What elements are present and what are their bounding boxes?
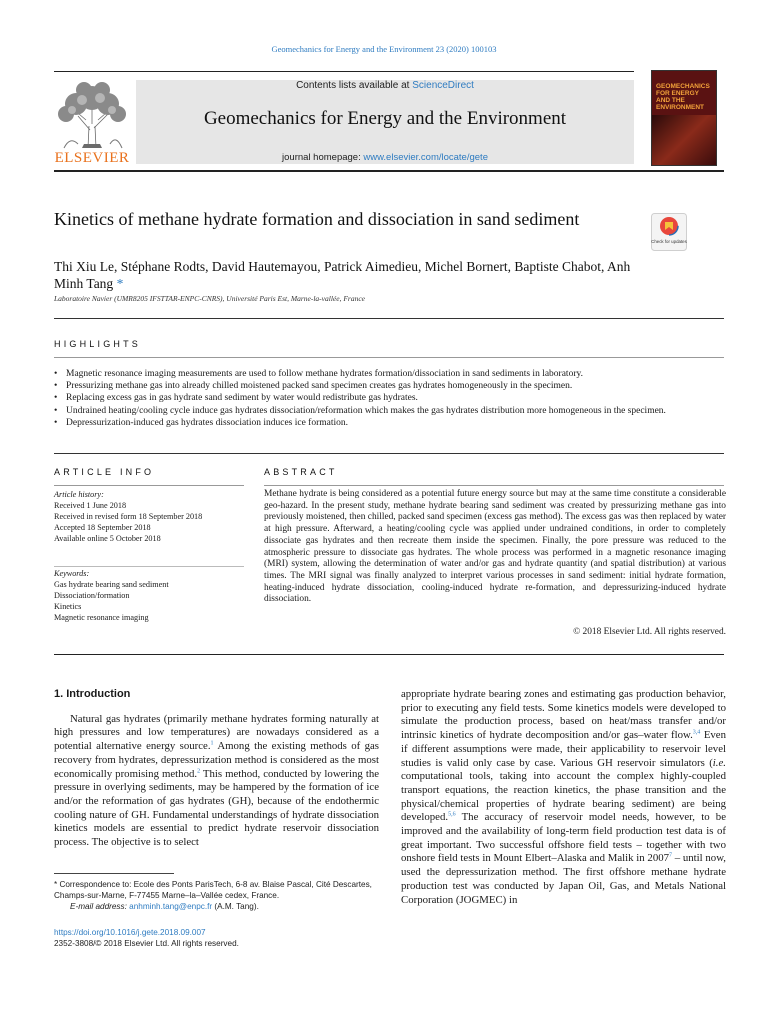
citation-ref[interactable]: 1 xyxy=(210,740,214,747)
intro-text-a: Natural gas hydrates (primarily methane hydrates forming naturally at high pressures and low temperatures) are nowadays considered as a potential alternative energy source. xyxy=(54,712,379,753)
homepage-prefix: journal homepage: xyxy=(282,152,364,163)
highlight-item: • Undrained heating/cooling cycle induce gas hydrates dissociation/reformation which makes the gas hydrates distribution more homogeneous in the specimen. xyxy=(54,405,730,417)
highlights-rule xyxy=(54,357,724,358)
correspondence-text: Correspondence to: Ecole des Ponts ParisTech, 6-8 av. Blaise Pascal, Cité Descartes, Champs-sur-Marne, F-77455 Marne–la–Vallée cedex, France. xyxy=(54,880,372,900)
abstract-copyright: © 2018 Elsevier Ltd. All rights reserved. xyxy=(573,627,726,637)
running-header[interactable]: Geomechanics for Energy and the Environment 23 (2020) 100103 xyxy=(271,44,497,54)
homepage-link[interactable]: www.elsevier.com/locate/gete xyxy=(363,152,488,163)
highlight-item: • Magnetic resonance imaging measurements are used to follow methane hydrates formation/dissociation in sand sediments in laboratory. xyxy=(54,368,730,380)
keyword-item: Kinetics xyxy=(54,602,82,611)
online-date: Available online 5 October 2018 xyxy=(54,534,161,543)
authors-names: Thi Xiu Le, Stéphane Rodts, David Hautemayou, Patrick Aimedieu, Michel Bornert, Baptiste Chabot, Anh Minh Tang xyxy=(54,259,631,291)
body-left-column xyxy=(54,688,379,850)
correspondence-footnote xyxy=(54,880,379,912)
article-title: Kinetics of methane hydrate formation and dissociation in sand sediment xyxy=(54,209,580,229)
highlights-list xyxy=(54,368,730,429)
doi-link[interactable]: https://doi.org/10.1016/j.gete.2018.09.007 xyxy=(54,928,206,937)
keyword-item: Dissociation/formation xyxy=(54,591,130,600)
highlights-heading: HIGHLIGHTS xyxy=(54,339,142,349)
issn-line: 2352-3808/© 2018 Elsevier Ltd. All rights reserved. xyxy=(54,939,239,948)
article-info-heading: ARTICLE INFO xyxy=(54,467,155,477)
article-history xyxy=(54,489,244,544)
body-right-column xyxy=(401,688,726,907)
cover-title: GEOMECHANICS FOR ENERGY AND THE ENVIRONMENT xyxy=(656,83,710,111)
abstract-heading: ABSTRACT xyxy=(264,467,338,477)
abstract-text: Methane hydrate is being considered as a potential future energy source but may at the same time constitute a considerable geo-hazard. In the present study, methane hydrate bearing sand sediment was created by pressurizing methane gas into previously moistened, then chilled, packed sand specimen (excess gas method). The excess gas was then replaced by water at high pressure. Afterward, a heating/cooling cycle was applied under undrained conditions, in order to completely dissociate gas hydrates and then recreate them inside the specimen. Finally, the pore pressure was reduced to the atmospheric pressure to dissociate gas hydrates. The whole process was performed in a magnetic resonance imaging (MRI) system, allowing the determination of water and/or gas and hydrate quantity (and spatial distribution) at various times. The MRI signal was finally analyzed to interpret various processes in sand sediment: initial hydrate formation, heating-induced hydrate dissociation, cooling-induced hydrate re-formation, and depressurizing-induced hydrate dissociation. xyxy=(264,489,726,605)
abstract-rule xyxy=(264,485,724,486)
highlight-item: • Replacing excess gas in gas hydrate sand sediment by water would redistribute gas hydrates. xyxy=(54,392,730,404)
masthead-rule xyxy=(54,170,724,172)
correspondence-line xyxy=(54,880,379,902)
email-suffix: (A.M. Tang). xyxy=(212,901,259,911)
ie-abbrev: i.e. xyxy=(712,756,726,769)
citation-ref[interactable]: 7 xyxy=(669,852,673,859)
email-link[interactable]: anhminh.tang@enpc.fr xyxy=(129,901,213,911)
citation-ref[interactable]: 3,4 xyxy=(692,729,701,736)
homepage-line xyxy=(136,152,634,163)
history-label: Article history: xyxy=(54,490,104,499)
right-text-e: – until now, used the depressurization method. The first offshore methane hydrate production test was conducted by Japan Oil, Gas, and Metals National Corporation (JOGMEC) in xyxy=(401,852,726,906)
right-text-c: computational tools, taking into account the complex highly-coupled transport equations, the reaction kinetics, the phase transition and the physical/chemical properties of hydrate bearing sediment) are being developed. xyxy=(401,770,726,824)
check-for-updates-icon[interactable] xyxy=(651,213,687,251)
intro-text-b: Among the existing methods of gas recovery from hydrates, depressurization method is considered as the most economically promising method. xyxy=(54,740,379,780)
citation-ref[interactable]: 5,6 xyxy=(448,811,456,818)
keywords-block xyxy=(54,568,244,623)
highlight-item: • Pressurizing methane gas into already chilled moistened packed sand specimen creates gas hydrates homogeneously in the specimen. xyxy=(54,380,730,392)
citation-ref[interactable]: 2 xyxy=(197,767,201,774)
intro-paragraph-continued xyxy=(401,688,726,907)
check-badge-text: Check for updates xyxy=(651,239,687,244)
journal-cover-image xyxy=(651,70,717,166)
right-text-d: The accuracy of reservoir model needs, however, to be improved and the availability of long-term field production test data is of great important. Two successful offshore field tests – together with two onshore field tests in Mount Elbert–Alaska and Malik in 2007 xyxy=(401,811,726,865)
contents-line xyxy=(136,80,634,91)
journal-title: Geomechanics for Energy and the Environment xyxy=(203,108,567,129)
revised-date: Received in revised form 18 September 2018 xyxy=(54,512,203,521)
section-heading-introduction: 1. Introduction xyxy=(54,688,131,700)
highlights-bottom-rule xyxy=(54,453,724,454)
publisher-wordmark: ELSEVIER xyxy=(54,150,130,166)
keywords-label: Keywords: xyxy=(54,569,90,578)
email-line xyxy=(54,902,379,913)
affiliation: Laboratoire Navier (UMR8205 IFSTTAR-ENPC-CNRS), Université Paris Est, Marne-la-vallée, France xyxy=(54,294,365,303)
intro-text-c: This method, conducted by lowering the pressure in overlying sediments, may be hampered by the formation of ice and/or the reformation of gas hydrates (GH), because of the endothermic cooling nature of GH. Fundamental understandings of hydrate dissociation kinetics models are essential to predict hydrate reservoir dissociation process. The objective is to select xyxy=(54,767,380,849)
header-rule xyxy=(54,71,634,72)
front-matter-rule xyxy=(54,654,724,655)
footnote-rule xyxy=(54,873,174,874)
title-rule xyxy=(54,318,724,319)
doi-block xyxy=(54,927,379,949)
keyword-item: Gas hydrate bearing sand sediment xyxy=(54,580,169,589)
sciencedirect-link[interactable]: ScienceDirect xyxy=(412,80,474,91)
journal-masthead xyxy=(136,80,634,164)
contents-prefix: Contents lists available at xyxy=(296,80,413,91)
right-text-a: appropriate hydrate bearing zones and estimating gas production behavior, prior to executing any field tests. Some kinetics models were developed to simulate the production process, based on heat/mass transfer and/or intrinsic kinetics of hydrate decomposition and/or gas–water flow. xyxy=(401,688,726,742)
email-label: E-mail address: xyxy=(70,901,130,911)
footnote-mark: * xyxy=(54,880,58,889)
received-date: Received 1 June 2018 xyxy=(54,501,127,510)
author-list xyxy=(54,258,634,292)
corresponding-author-mark[interactable]: * xyxy=(116,276,124,291)
keywords-rule xyxy=(54,566,244,567)
right-text-b: Even if different assumptions were made, their applicability to reservoir level studies is valid only case by case. Various GH reservoir simulators ( xyxy=(401,729,726,769)
intro-paragraph xyxy=(54,713,379,850)
keyword-item: Magnetic resonance imaging xyxy=(54,613,149,622)
cover-artwork xyxy=(652,115,716,165)
highlight-item: • Depressurization-induced gas hydrates dissociation induces ice formation. xyxy=(54,417,730,429)
accepted-date: Accepted 18 September 2018 xyxy=(54,523,151,532)
article-info-rule xyxy=(54,485,244,486)
